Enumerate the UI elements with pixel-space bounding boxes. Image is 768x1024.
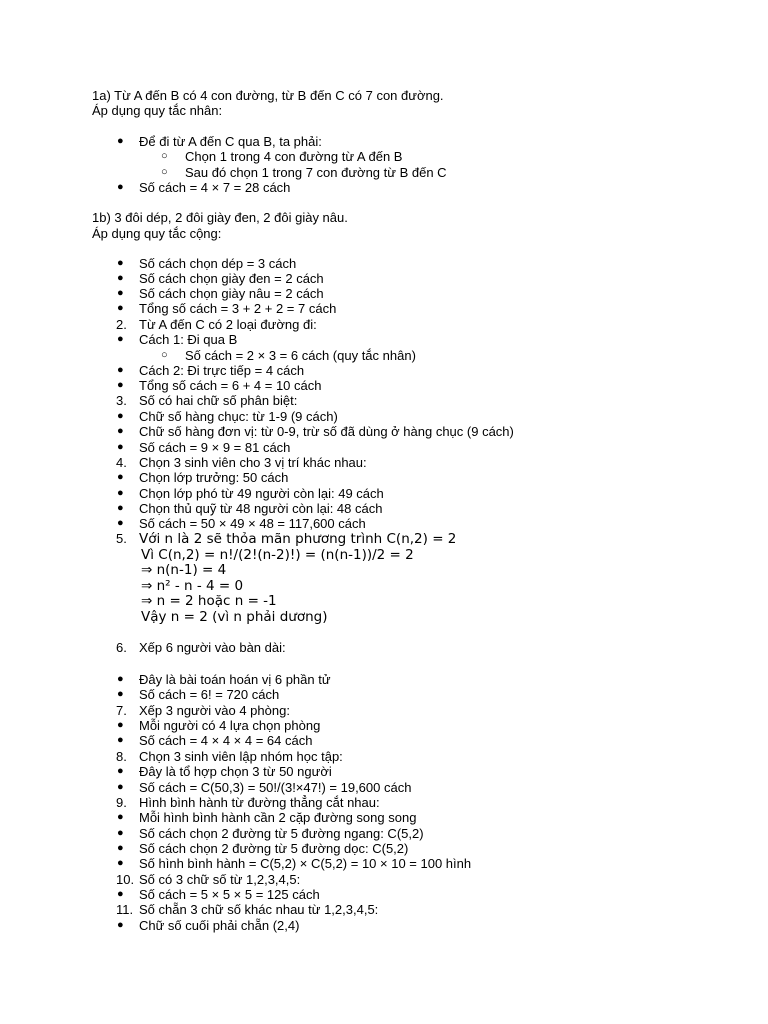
item-number: 6. bbox=[116, 640, 127, 655]
paragraph-line bbox=[92, 226, 221, 241]
bullet-marker-icon: ● bbox=[117, 487, 124, 499]
line-text: Số cách chọn giày đen = 2 cách bbox=[139, 271, 324, 286]
item-number: 4. bbox=[116, 455, 127, 470]
line-text: Số hình bình hành = C(5,2) × C(5,2) = 10 × 10 = 100 hình bbox=[139, 856, 472, 871]
bullet-marker-icon: ● bbox=[117, 257, 124, 269]
equation-line bbox=[141, 578, 243, 594]
bullet-marker-icon: ● bbox=[117, 272, 124, 284]
bullet-marker-icon: ● bbox=[117, 811, 124, 823]
line-text: Số cách = C(50,3) = 50!/(3!×47!) = 19,600 cách bbox=[139, 780, 412, 795]
line-text: Xếp 3 người vào 4 phòng: bbox=[139, 703, 290, 718]
bullet-item bbox=[117, 301, 337, 316]
bullet-item bbox=[117, 810, 417, 825]
bullet-marker-icon: ● bbox=[117, 471, 124, 483]
bullet-marker-icon: ● bbox=[117, 502, 124, 514]
bullet-marker-icon: ● bbox=[117, 379, 124, 391]
equation-line bbox=[141, 609, 327, 625]
sub-bullet-item bbox=[161, 149, 403, 164]
bullet-marker-icon: ● bbox=[117, 425, 124, 437]
line-text: Vậy n = 2 (vì n phải dương) bbox=[141, 609, 328, 625]
bullet-item bbox=[117, 887, 320, 902]
line-text: Chọn lớp trưởng: 50 cách bbox=[139, 470, 289, 485]
item-number: 8. bbox=[116, 749, 127, 764]
numbered-item bbox=[116, 795, 380, 810]
paragraph-line bbox=[92, 88, 444, 103]
numbered-item bbox=[116, 455, 367, 470]
bullet-item bbox=[117, 180, 291, 195]
bullet-marker-icon: ● bbox=[117, 302, 124, 314]
equation-line bbox=[141, 593, 277, 609]
line-text: Xếp 6 người vào bàn dài: bbox=[139, 640, 286, 655]
item-number: 9. bbox=[116, 795, 127, 810]
line-text: Số cách = 6! = 720 cách bbox=[139, 687, 280, 702]
numbered-item bbox=[116, 393, 298, 408]
bullet-item bbox=[117, 780, 412, 795]
item-number: 11. bbox=[116, 902, 134, 917]
numbered-item bbox=[116, 902, 379, 917]
line-text: Chọn 3 sinh viên cho 3 vị trí khác nhau: bbox=[139, 455, 367, 470]
line-text: Số cách = 2 × 3 = 6 cách (quy tắc nhân) bbox=[185, 348, 416, 363]
numbered-item bbox=[116, 317, 317, 332]
line-text: Từ A đến C có 2 loại đường đi: bbox=[139, 317, 317, 332]
line-text: Số chẵn 3 chữ số khác nhau từ 1,2,3,4,5: bbox=[139, 902, 379, 917]
bullet-item bbox=[117, 501, 383, 516]
line-text: Chọn thủ quỹ từ 48 người còn lại: 48 cách bbox=[139, 501, 383, 516]
line-text: Cách 2: Đi trực tiếp = 4 cách bbox=[139, 363, 305, 378]
line-text: Tổng số cách = 6 + 4 = 10 cách bbox=[139, 378, 322, 393]
bullet-item bbox=[117, 424, 514, 439]
bullet-marker-icon: ● bbox=[117, 827, 124, 839]
line-text: Cách 1: Đi qua B bbox=[139, 332, 238, 347]
equation-line bbox=[141, 547, 414, 563]
line-text: Số có hai chữ số phân biệt: bbox=[139, 393, 298, 408]
line-text: Chọn 1 trong 4 con đường từ A đến B bbox=[185, 149, 403, 164]
bullet-item bbox=[117, 256, 297, 271]
bullet-marker-icon: ● bbox=[117, 765, 124, 777]
bullet-marker-icon: ● bbox=[117, 919, 124, 931]
item-number: 2. bbox=[116, 317, 127, 332]
line-text: Đây là bài toán hoán vị 6 phần tử bbox=[139, 672, 331, 687]
circle-marker-icon: ○ bbox=[161, 166, 168, 178]
bullet-marker-icon: ● bbox=[117, 364, 124, 376]
bullet-marker-icon: ● bbox=[117, 719, 124, 731]
bullet-marker-icon: ● bbox=[117, 181, 124, 193]
line-text: Mỗi hình bình hành cần 2 cặp đường song song bbox=[139, 810, 417, 825]
line-text: Số cách = 4 × 4 × 4 = 64 cách bbox=[139, 733, 313, 748]
numbered-item bbox=[116, 640, 286, 655]
circle-marker-icon: ○ bbox=[161, 150, 168, 162]
line-text: Số cách = 50 × 49 × 48 = 117,600 cách bbox=[139, 516, 366, 531]
bullet-item bbox=[117, 841, 409, 856]
bullet-item bbox=[117, 486, 384, 501]
bullet-item bbox=[117, 733, 313, 748]
line-text: Số cách = 4 × 7 = 28 cách bbox=[139, 180, 291, 195]
line-text: Số cách chọn 2 đường từ 5 đường dọc: C(5,2) bbox=[139, 841, 409, 856]
line-text: ⇒ n = 2 hoặc n = -1 bbox=[141, 593, 277, 609]
bullet-item bbox=[117, 687, 280, 702]
line-text: Để đi từ A đến C qua B, ta phải: bbox=[139, 134, 322, 149]
line-text: Số cách = 5 × 5 × 5 = 125 cách bbox=[139, 887, 320, 902]
line-text: Chữ số hàng chục: từ 1-9 (9 cách) bbox=[139, 409, 338, 424]
bullet-marker-icon: ● bbox=[117, 781, 124, 793]
line-text: Số cách chọn giày nâu = 2 cách bbox=[139, 286, 324, 301]
bullet-marker-icon: ● bbox=[117, 333, 124, 345]
bullet-marker-icon: ● bbox=[117, 734, 124, 746]
line-text: ⇒ n(n-1) = 4 bbox=[141, 562, 227, 578]
numbered-item bbox=[116, 872, 301, 887]
line-text: Áp dụng quy tắc nhân: bbox=[92, 103, 223, 118]
line-text: Chọn 3 sinh viên lập nhóm học tập: bbox=[139, 749, 343, 764]
item-number: 5. bbox=[116, 531, 127, 546]
bullet-marker-icon: ● bbox=[117, 857, 124, 869]
paragraph-line bbox=[92, 103, 222, 118]
numbered-item bbox=[116, 531, 457, 547]
line-text: Số cách chọn 2 đường từ 5 đường ngang: C(5,2) bbox=[139, 826, 424, 841]
bullet-item bbox=[117, 856, 472, 871]
line-text: 1b) 3 đôi dép, 2 đôi giày đen, 2 đôi giày nâu. bbox=[92, 210, 348, 225]
bullet-item bbox=[117, 826, 424, 841]
line-text: Với n là 2 sẽ thỏa mãn phương trình C(n,2) = 2 bbox=[139, 531, 457, 547]
bullet-item bbox=[117, 271, 324, 286]
bullet-marker-icon: ● bbox=[117, 842, 124, 854]
item-number: 3. bbox=[116, 393, 127, 408]
bullet-item bbox=[117, 470, 289, 485]
line-text: Số cách chọn dép = 3 cách bbox=[139, 256, 297, 271]
line-text: Số cách = 9 × 9 = 81 cách bbox=[139, 440, 291, 455]
bullet-item bbox=[117, 286, 324, 301]
bullet-marker-icon: ● bbox=[117, 135, 124, 147]
item-number: 7. bbox=[116, 703, 127, 718]
numbered-item bbox=[116, 749, 343, 764]
sub-bullet-item bbox=[161, 165, 447, 180]
line-text: Mỗi người có 4 lựa chọn phòng bbox=[139, 718, 321, 733]
circle-marker-icon: ○ bbox=[161, 349, 168, 361]
line-text: Chọn lớp phó từ 49 người còn lại: 49 cách bbox=[139, 486, 384, 501]
bullet-item bbox=[117, 363, 305, 378]
line-text: Vì C(n,2) = n!/(2!(n-2)!) = (n(n-1))/2 = 2 bbox=[141, 547, 414, 563]
line-text: Chữ số hàng đơn vị: từ 0-9, trừ số đã dùng ở hàng chục (9 cách) bbox=[139, 424, 514, 439]
line-text: Tổng số cách = 3 + 2 + 2 = 7 cách bbox=[139, 301, 337, 316]
line-text: Số có 3 chữ số từ 1,2,3,4,5: bbox=[139, 872, 301, 887]
bullet-item bbox=[117, 516, 366, 531]
bullet-marker-icon: ● bbox=[117, 287, 124, 299]
paragraph-line bbox=[92, 210, 348, 225]
numbered-item bbox=[116, 703, 290, 718]
line-text: Đây là tổ hợp chọn 3 từ 50 người bbox=[139, 764, 332, 779]
bullet-item bbox=[117, 764, 332, 779]
bullet-marker-icon: ● bbox=[117, 688, 124, 700]
bullet-item bbox=[117, 332, 238, 347]
equation-line bbox=[141, 562, 226, 578]
bullet-marker-icon: ● bbox=[117, 410, 124, 422]
line-text: Áp dụng quy tắc cộng: bbox=[92, 226, 222, 241]
line-text: ⇒ n² - n - 4 = 0 bbox=[141, 578, 244, 594]
bullet-item bbox=[117, 134, 322, 149]
line-text: Sau đó chọn 1 trong 7 con đường từ B đến C bbox=[185, 165, 447, 180]
bullet-marker-icon: ● bbox=[117, 517, 124, 529]
bullet-marker-icon: ● bbox=[117, 673, 124, 685]
bullet-marker-icon: ● bbox=[117, 441, 124, 453]
item-number: 10. bbox=[116, 872, 135, 887]
line-text: Hình bình hành từ đường thẳng cắt nhau: bbox=[139, 795, 380, 810]
bullet-item bbox=[117, 918, 300, 933]
bullet-item bbox=[117, 440, 291, 455]
bullet-item bbox=[117, 378, 322, 393]
line-text: Chữ số cuối phải chẵn (2,4) bbox=[139, 918, 300, 933]
sub-bullet-item bbox=[161, 348, 416, 363]
line-text: 1a) Từ A đến B có 4 con đường, từ B đến C có 7 con đường. bbox=[92, 88, 444, 103]
bullet-item bbox=[117, 409, 338, 424]
bullet-item bbox=[117, 718, 321, 733]
bullet-marker-icon: ● bbox=[117, 888, 124, 900]
bullet-item bbox=[117, 672, 331, 687]
